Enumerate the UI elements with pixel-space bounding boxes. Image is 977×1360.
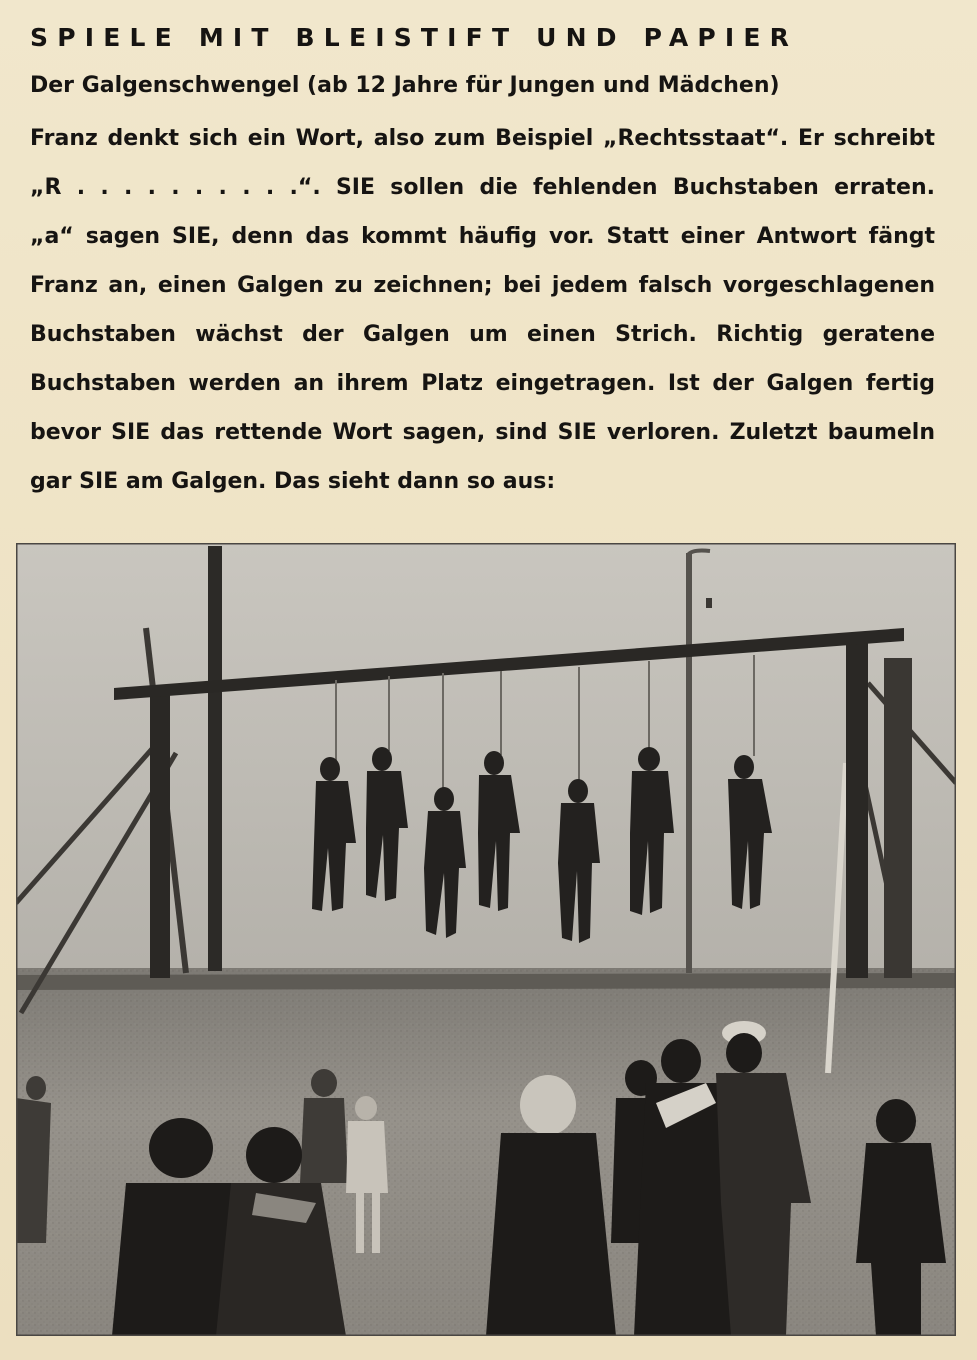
body-line: Buchstaben wächst der Galgen um einen Strich. Richtig geratene — [30, 322, 935, 347]
body-paragraph — [30, 114, 935, 506]
body-line: „R . . . . . . . . . .“. SIE sollen die fehlenden Buchstaben erraten. — [30, 175, 935, 200]
gallows-photograph — [16, 543, 956, 1336]
lamp-post — [686, 553, 692, 973]
body-line: Franz denkt sich ein Wort, also zum Beispiel „Rechtsstaat“. Er schreibt — [30, 126, 935, 151]
gallows-left-post — [150, 693, 170, 978]
body-line: bevor SIE das rettende Wort sagen, sind SIE verloren. Zuletzt baumeln — [30, 420, 935, 445]
gallows-right-post — [846, 638, 868, 978]
body-line: „a“ sagen SIE, denn das kommt häufig vor. Statt einer Antwort fängt — [30, 224, 935, 249]
body-line: Buchstaben werden an ihrem Platz eingetragen. Ist der Galgen fertig — [30, 371, 935, 396]
body-line: gar SIE am Galgen. Das sieht dann so aus: — [30, 469, 556, 494]
game-title: Der Galgenschwengel (ab 12 Jahre für Jungen und Mädchen) — [30, 73, 780, 98]
page-heading: SPIELE MIT BLEISTIFT UND PAPIER — [30, 23, 799, 52]
tall-post — [208, 546, 222, 971]
body-line: Franz an, einen Galgen zu zeichnen; bei jedem falsch vorgeschlagenen — [30, 273, 935, 298]
